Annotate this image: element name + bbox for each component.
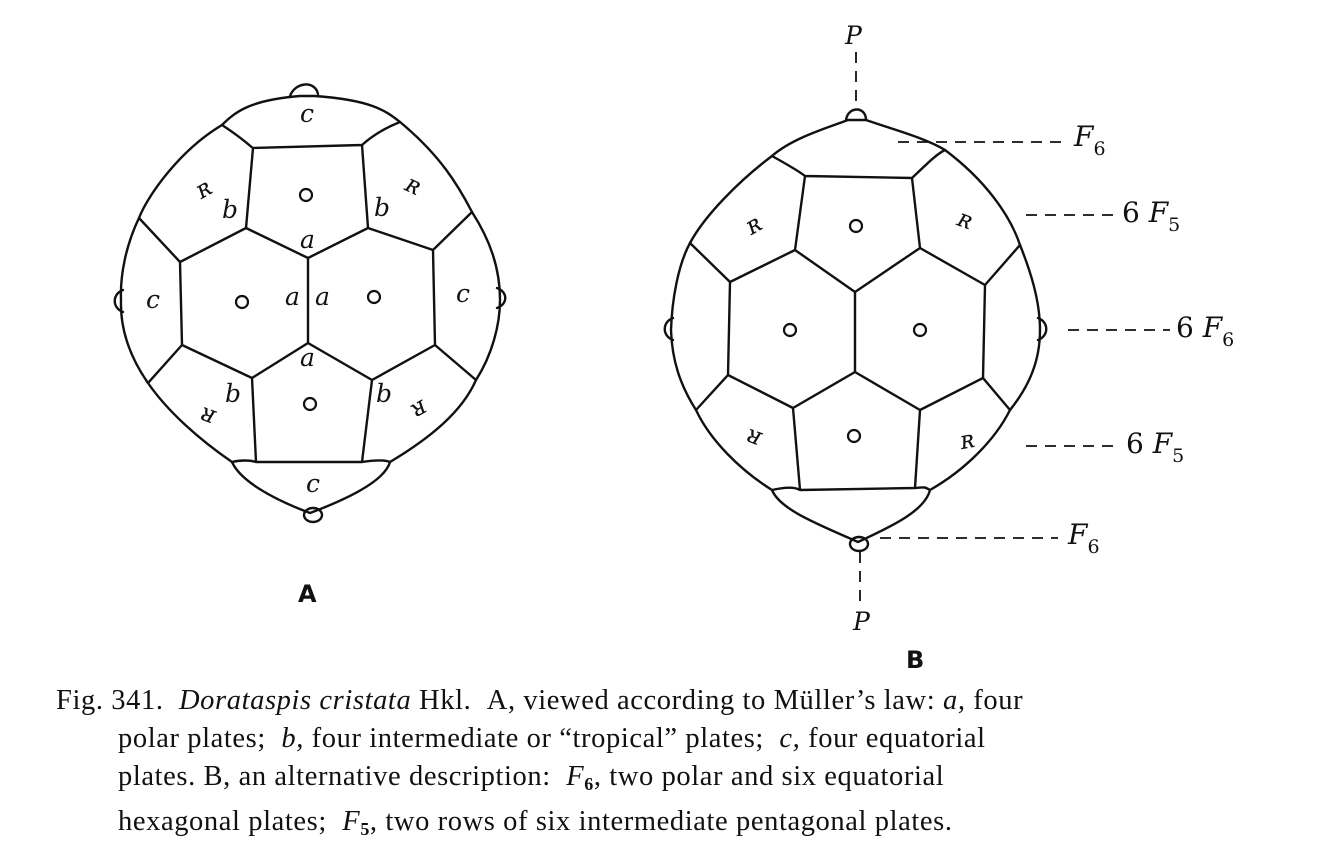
spine-mark: ʀ xyxy=(400,168,427,202)
figure-b-shell xyxy=(665,21,1235,674)
caption-text: four equatorial xyxy=(808,723,986,754)
pore-b xyxy=(848,430,860,442)
knob-bottom-b xyxy=(850,537,868,551)
callout-subscript: 6 xyxy=(1087,536,1100,558)
spine-mark: ʀ xyxy=(741,422,765,455)
label-a: a xyxy=(315,282,330,311)
caption-line-2 xyxy=(56,720,1256,758)
caption-term-f6: F xyxy=(566,761,585,792)
figure-b-letter: B xyxy=(906,646,925,674)
pore-a-top xyxy=(300,189,312,201)
caption-text: four xyxy=(973,685,1024,716)
caption-term-b: b, xyxy=(281,723,304,754)
callout-symbol: F xyxy=(1148,196,1169,229)
caption-line-4 xyxy=(56,803,1256,848)
caption-text: A, viewed according to Müller’s law: xyxy=(486,685,936,716)
pore-a-right xyxy=(368,291,380,303)
callout-symbol: F xyxy=(1068,518,1088,551)
label-b: b xyxy=(225,379,242,408)
callout-symbol: F xyxy=(1074,120,1094,153)
callout-label-6f6 xyxy=(1176,311,1234,351)
spine-mark: ʀ xyxy=(195,401,219,434)
caption-text: plates. B, an alternative description: xyxy=(118,761,551,792)
caption-subscript: 5 xyxy=(360,819,370,839)
label-b: b xyxy=(222,195,239,224)
callout-label-6f5-lower xyxy=(1126,427,1184,467)
spine-mark: ʀ xyxy=(406,394,434,427)
label-c: c xyxy=(300,99,315,128)
callout-subscript: 6 xyxy=(1222,329,1235,351)
figure-caption xyxy=(56,682,1256,848)
caption-subscript: 6 xyxy=(584,774,594,794)
pore-b xyxy=(914,324,926,336)
caption-text: four intermediate or “tropical” plates; xyxy=(311,723,764,754)
caption-text: hexagonal plates; xyxy=(118,806,327,837)
pore-a-left xyxy=(236,296,248,308)
shell-outline-a xyxy=(121,96,500,513)
knob-top-a xyxy=(290,84,318,96)
pore-b xyxy=(850,220,862,232)
label-b: b xyxy=(374,193,391,222)
callout-symbol: F xyxy=(1202,311,1223,344)
caption-line-3 xyxy=(56,758,1256,803)
fig-number: Fig. 341. xyxy=(56,685,164,716)
pole-label-bottom: P xyxy=(853,607,870,636)
spine-mark: ʀ xyxy=(189,172,217,205)
callout-subscript: 5 xyxy=(1168,214,1181,236)
label-b: b xyxy=(376,379,393,408)
callout-label-6f5-upper xyxy=(1122,196,1180,236)
callout-coef: 6 xyxy=(1122,196,1149,229)
caption-text: , two polar and six equatorial xyxy=(593,761,945,792)
caption-text: , two rows of six intermediate pentagonal plates. xyxy=(369,806,953,837)
label-a: a xyxy=(300,343,315,372)
label-c: c xyxy=(146,285,161,314)
callout-subscript: 6 xyxy=(1093,138,1106,160)
caption-term-f5: F xyxy=(342,806,361,837)
pore-a-bottom xyxy=(304,398,316,410)
caption-term-c: c, xyxy=(779,723,801,754)
spine-mark: ʀ xyxy=(953,203,978,236)
callout-coef: 6 xyxy=(1126,427,1153,460)
caption-line-1 xyxy=(56,682,1256,720)
label-c: c xyxy=(306,469,321,498)
label-c: c xyxy=(456,279,471,308)
spine-mark: ʀ xyxy=(739,208,767,241)
callout-symbol: F xyxy=(1152,427,1173,460)
authority: Hkl. xyxy=(419,685,472,716)
species-name: Dorataspis cristata xyxy=(179,685,412,716)
caption-text: polar plates; xyxy=(118,723,266,754)
pole-label-top: P xyxy=(845,21,862,50)
callout-label-f6-top xyxy=(1073,120,1106,160)
callout-subscript: 5 xyxy=(1172,445,1185,467)
callout-coef: 6 xyxy=(1176,311,1203,344)
label-a: a xyxy=(300,225,315,254)
knob-bottom-a xyxy=(304,508,322,522)
label-a: a xyxy=(285,282,300,311)
knob-top-b xyxy=(846,110,866,121)
callout-label-f6-bottom xyxy=(1067,518,1100,558)
pore-b xyxy=(784,324,796,336)
caption-term-a: a, xyxy=(942,685,966,716)
spine-mark: ʀ xyxy=(957,424,977,456)
figure-a-shell xyxy=(115,84,506,608)
figure-a-letter: A xyxy=(298,580,317,608)
